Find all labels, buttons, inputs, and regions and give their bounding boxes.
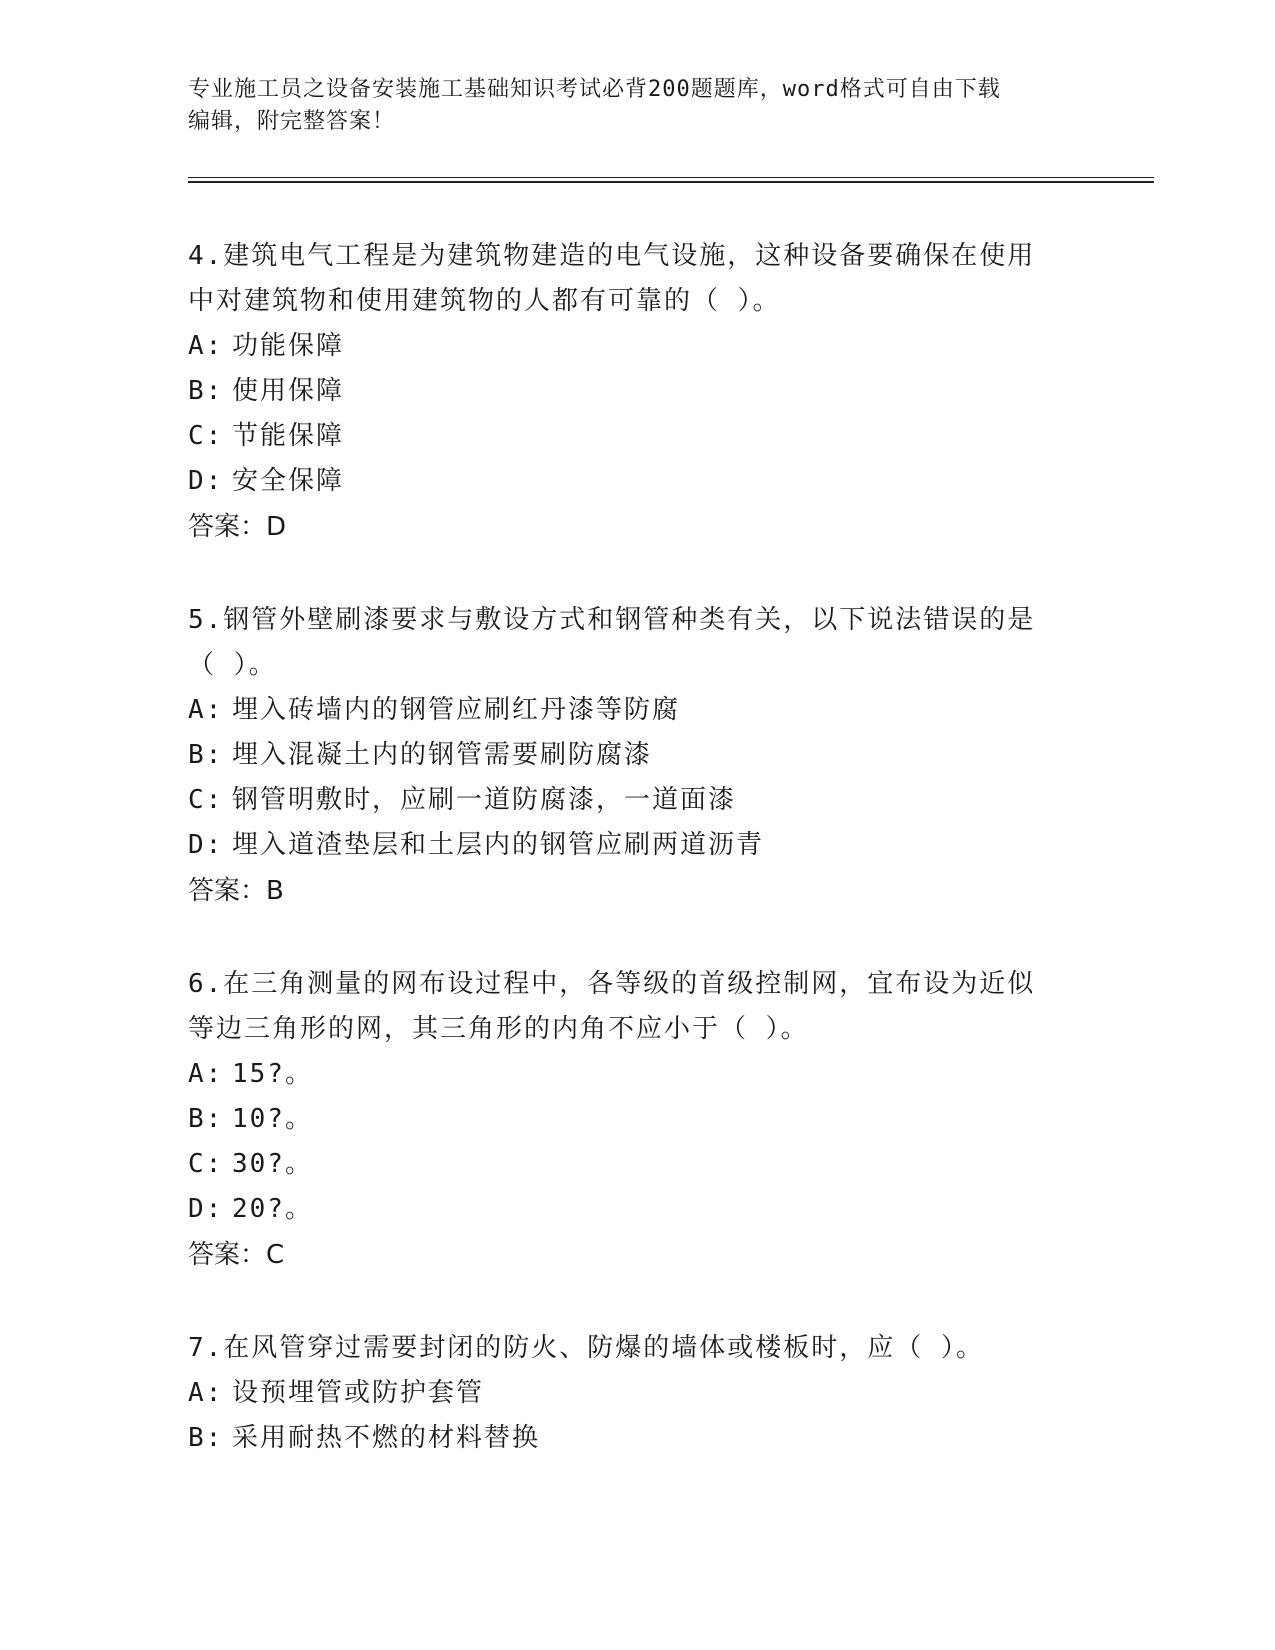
option-text: 安全保障 [232, 466, 345, 496]
answer-label: 答案：D [188, 512, 287, 542]
option-key: B: [188, 1423, 224, 1453]
question-text-line: 6.在三角测量的网布设过程中，各等级的首级控制网，宜布设为近似 [188, 969, 1036, 999]
option-key: D: [188, 830, 224, 860]
question-6 [188, 962, 1088, 1278]
option-key: A: [188, 1059, 224, 1089]
option-a [188, 1371, 1088, 1416]
option-text: 30?。 [232, 1149, 313, 1179]
option-text: 20?。 [232, 1194, 313, 1224]
option-text: 功能保障 [232, 331, 345, 361]
option-text: 15?。 [232, 1059, 313, 1089]
option-a [188, 688, 1088, 733]
option-key: A: [188, 331, 224, 361]
option-a [188, 1052, 1088, 1097]
option-b [188, 733, 1088, 778]
option-key: C: [188, 421, 224, 451]
option-d [188, 823, 1088, 868]
option-key: D: [188, 466, 224, 496]
question-text-line: 等边三角形的网，其三角形的内角不应小于（ ）。 [188, 1014, 809, 1044]
option-text: 节能保障 [232, 421, 345, 451]
option-key: C: [188, 1149, 224, 1179]
answer-label: 答案：B [188, 876, 284, 906]
option-text: 10?。 [232, 1104, 313, 1134]
option-c [188, 1142, 1088, 1187]
option-text: 使用保障 [232, 376, 345, 406]
option-key: D: [188, 1194, 224, 1224]
answer-label: 答案：C [188, 1240, 285, 1270]
question-4 [188, 234, 1088, 550]
question-text-line: 7.在风管穿过需要封闭的防火、防爆的墙体或楼板时，应（ ）。 [188, 1333, 984, 1363]
option-a [188, 324, 1088, 369]
option-text: 采用耐热不燃的材料替换 [232, 1423, 541, 1453]
question-list [188, 234, 1088, 1509]
option-b [188, 369, 1088, 414]
option-d [188, 459, 1088, 504]
document-header [188, 74, 1088, 138]
header-title-line-1: 专业施工员之设备安装施工基础知识考试必背200题题库，word格式可自由下载 [188, 77, 1001, 102]
option-text: 钢管明敷时，应刷一道防腐漆，一道面漆 [232, 785, 737, 815]
question-5 [188, 598, 1088, 914]
option-key: B: [188, 740, 224, 770]
option-d [188, 1187, 1088, 1232]
option-text: 埋入砖墙内的钢管应刷红丹漆等防腐 [232, 695, 681, 725]
question-7 [188, 1326, 1088, 1461]
question-text-line: 4.建筑电气工程是为建筑物建造的电气设施，这种设备要确保在使用 [188, 241, 1036, 271]
question-text-line: 5.钢管外壁刷漆要求与敷设方式和钢管种类有关，以下说法错误的是 [188, 605, 1036, 635]
option-key: C: [188, 785, 224, 815]
question-text-line: 中对建筑物和使用建筑物的人都有可靠的（ ）。 [188, 286, 781, 316]
option-key: A: [188, 1378, 224, 1408]
option-text: 埋入道渣垫层和土层内的钢管应刷两道沥青 [232, 830, 765, 860]
option-c [188, 778, 1088, 823]
option-b [188, 1097, 1088, 1142]
option-key: B: [188, 1104, 224, 1134]
header-divider-thick [188, 181, 1154, 183]
option-key: A: [188, 695, 224, 725]
option-c [188, 414, 1088, 459]
header-title-line-2: 编辑，附完整答案！ [188, 109, 396, 134]
option-text: 埋入混凝土内的钢管需要刷防腐漆 [232, 740, 653, 770]
option-b [188, 1416, 1088, 1461]
question-text-line: （ ）。 [188, 650, 277, 680]
header-divider-thin [188, 177, 1154, 178]
option-key: B: [188, 376, 224, 406]
option-text: 设预埋管或防护套管 [232, 1378, 485, 1408]
